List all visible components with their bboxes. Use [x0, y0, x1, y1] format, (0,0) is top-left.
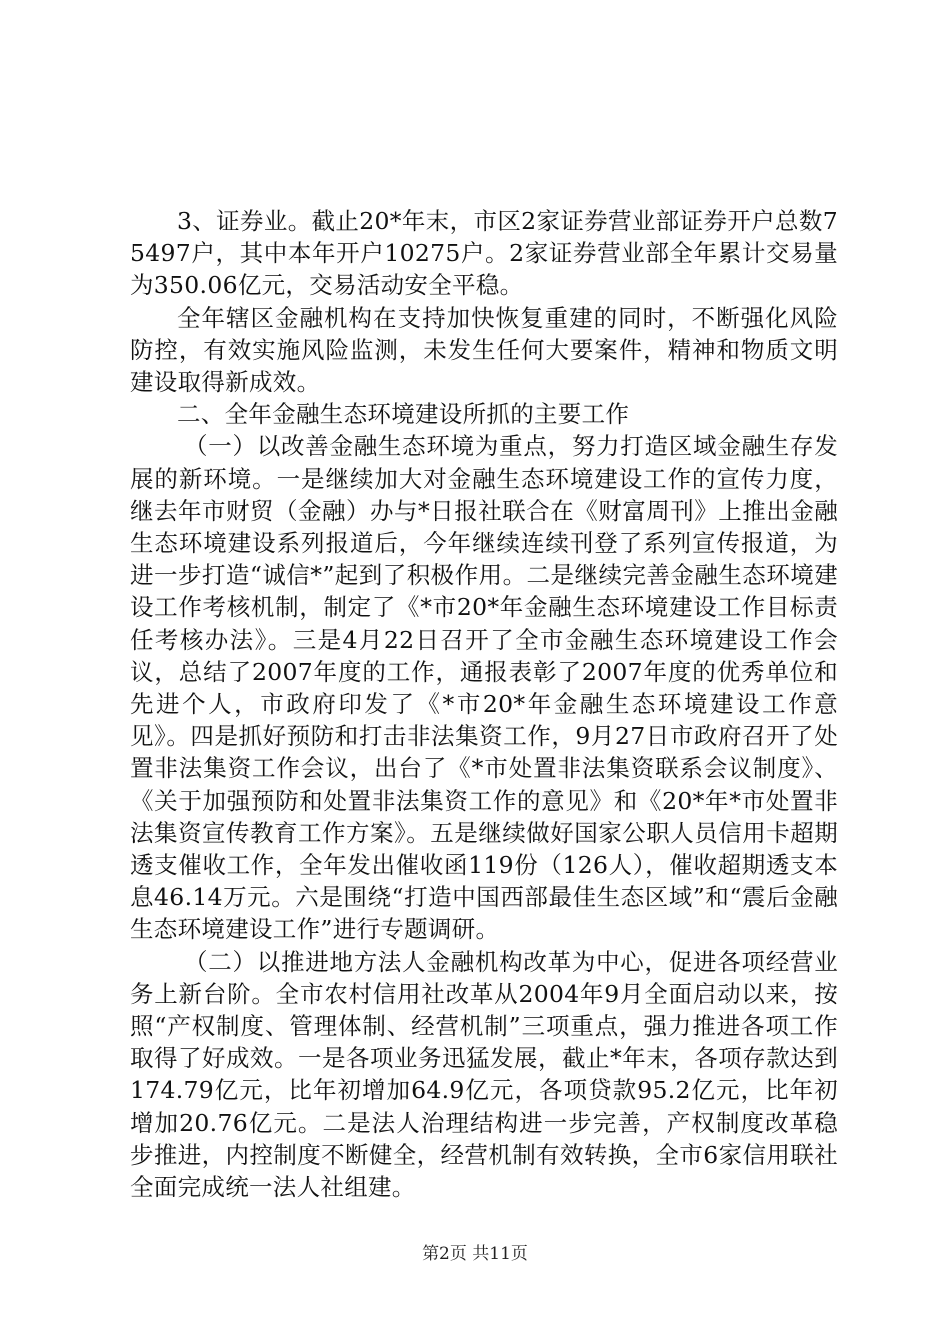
paragraph-risk-control: 全年辖区金融机构在支持加快恢复重建的同时，不断强化风险防控，有效实施风险监测，未发生任何大要案件，精神和物质文明建设取得新成效。 [130, 303, 838, 397]
paragraph-securities: 3、证券业。截止20*年末，市区2家证券营业部证券开户总数75497户，其中本年开户10275户。2家证券营业部全年累计交易量为350.06亿元，交易活动安全平稳。 [130, 207, 838, 300]
paragraph-ecology-environment: （一）以改善金融生态环境为重点，努力打造区域金融生存发展的新环境。一是继续加大对金融生态环境建设工作的宣传力度，继去年市财贸（金融）办与*日报社联合在《财富周刊》上推出金融生态环境建设系列报道后，今年继续连续刊登了系列宣传报道，为进一步打造“诚信*”起到了积极作用。二是继续完善金融生态环境建设工作考核机制，制定了《*市20*年金融生态环境建设工作目标责任考核办法》。三是4月22日召开了全市金融生态环境建设工作会议，总结了2007年度的工作，通报表彰了2007年度的优秀单位和先进个人，市政府印发了《*市20*年金融生态环境建设工作意见》。四是抓好预防和打击非法集资工作，9月27日市政府召开了处置非法集资工作会议，出台了《*市处置非法集资联系会议制度》、《关于加强预防和处置非法集资工作的意见》和《20*年*市处置非法集资宣传教育工作方案》。五是继续做好国家公职人员信用卡超期透支催收工作，全年发出催收函119份（126人），催收超期透支本息46.14万元。六是围绕“打造中国西部最佳生态区域”和“震后金融生态环境建设工作”进行专题调研。 [130, 432, 838, 944]
page-number-footer: 第2页 共11页 [422, 1244, 528, 1264]
paragraph-institution-reform: （二）以推进地方法人金融机构改革为中心，促进各项经营业务上新台阶。全市农村信用社改革从2004年9月全面启动以来，按照“产权制度、管理体制、经营机制”三项重点，强力推进各项工作取得了好成效。一是各项业务迅猛发展，截止*年末，各项存款达到174.79亿元，比年初增加64.9亿元，各项贷款95.2亿元，比年初增加20.76亿元。二是法人治理结构进一步完善，产权制度改革稳步推进，内控制度不断健全，经营机制有效转换，全市6家信用联社全面完成统一法人社组建。 [130, 947, 838, 1202]
document-body [130, 205, 838, 1203]
section-heading-main-work: 二、全年金融生态环境建设所抓的主要工作 [177, 400, 630, 429]
